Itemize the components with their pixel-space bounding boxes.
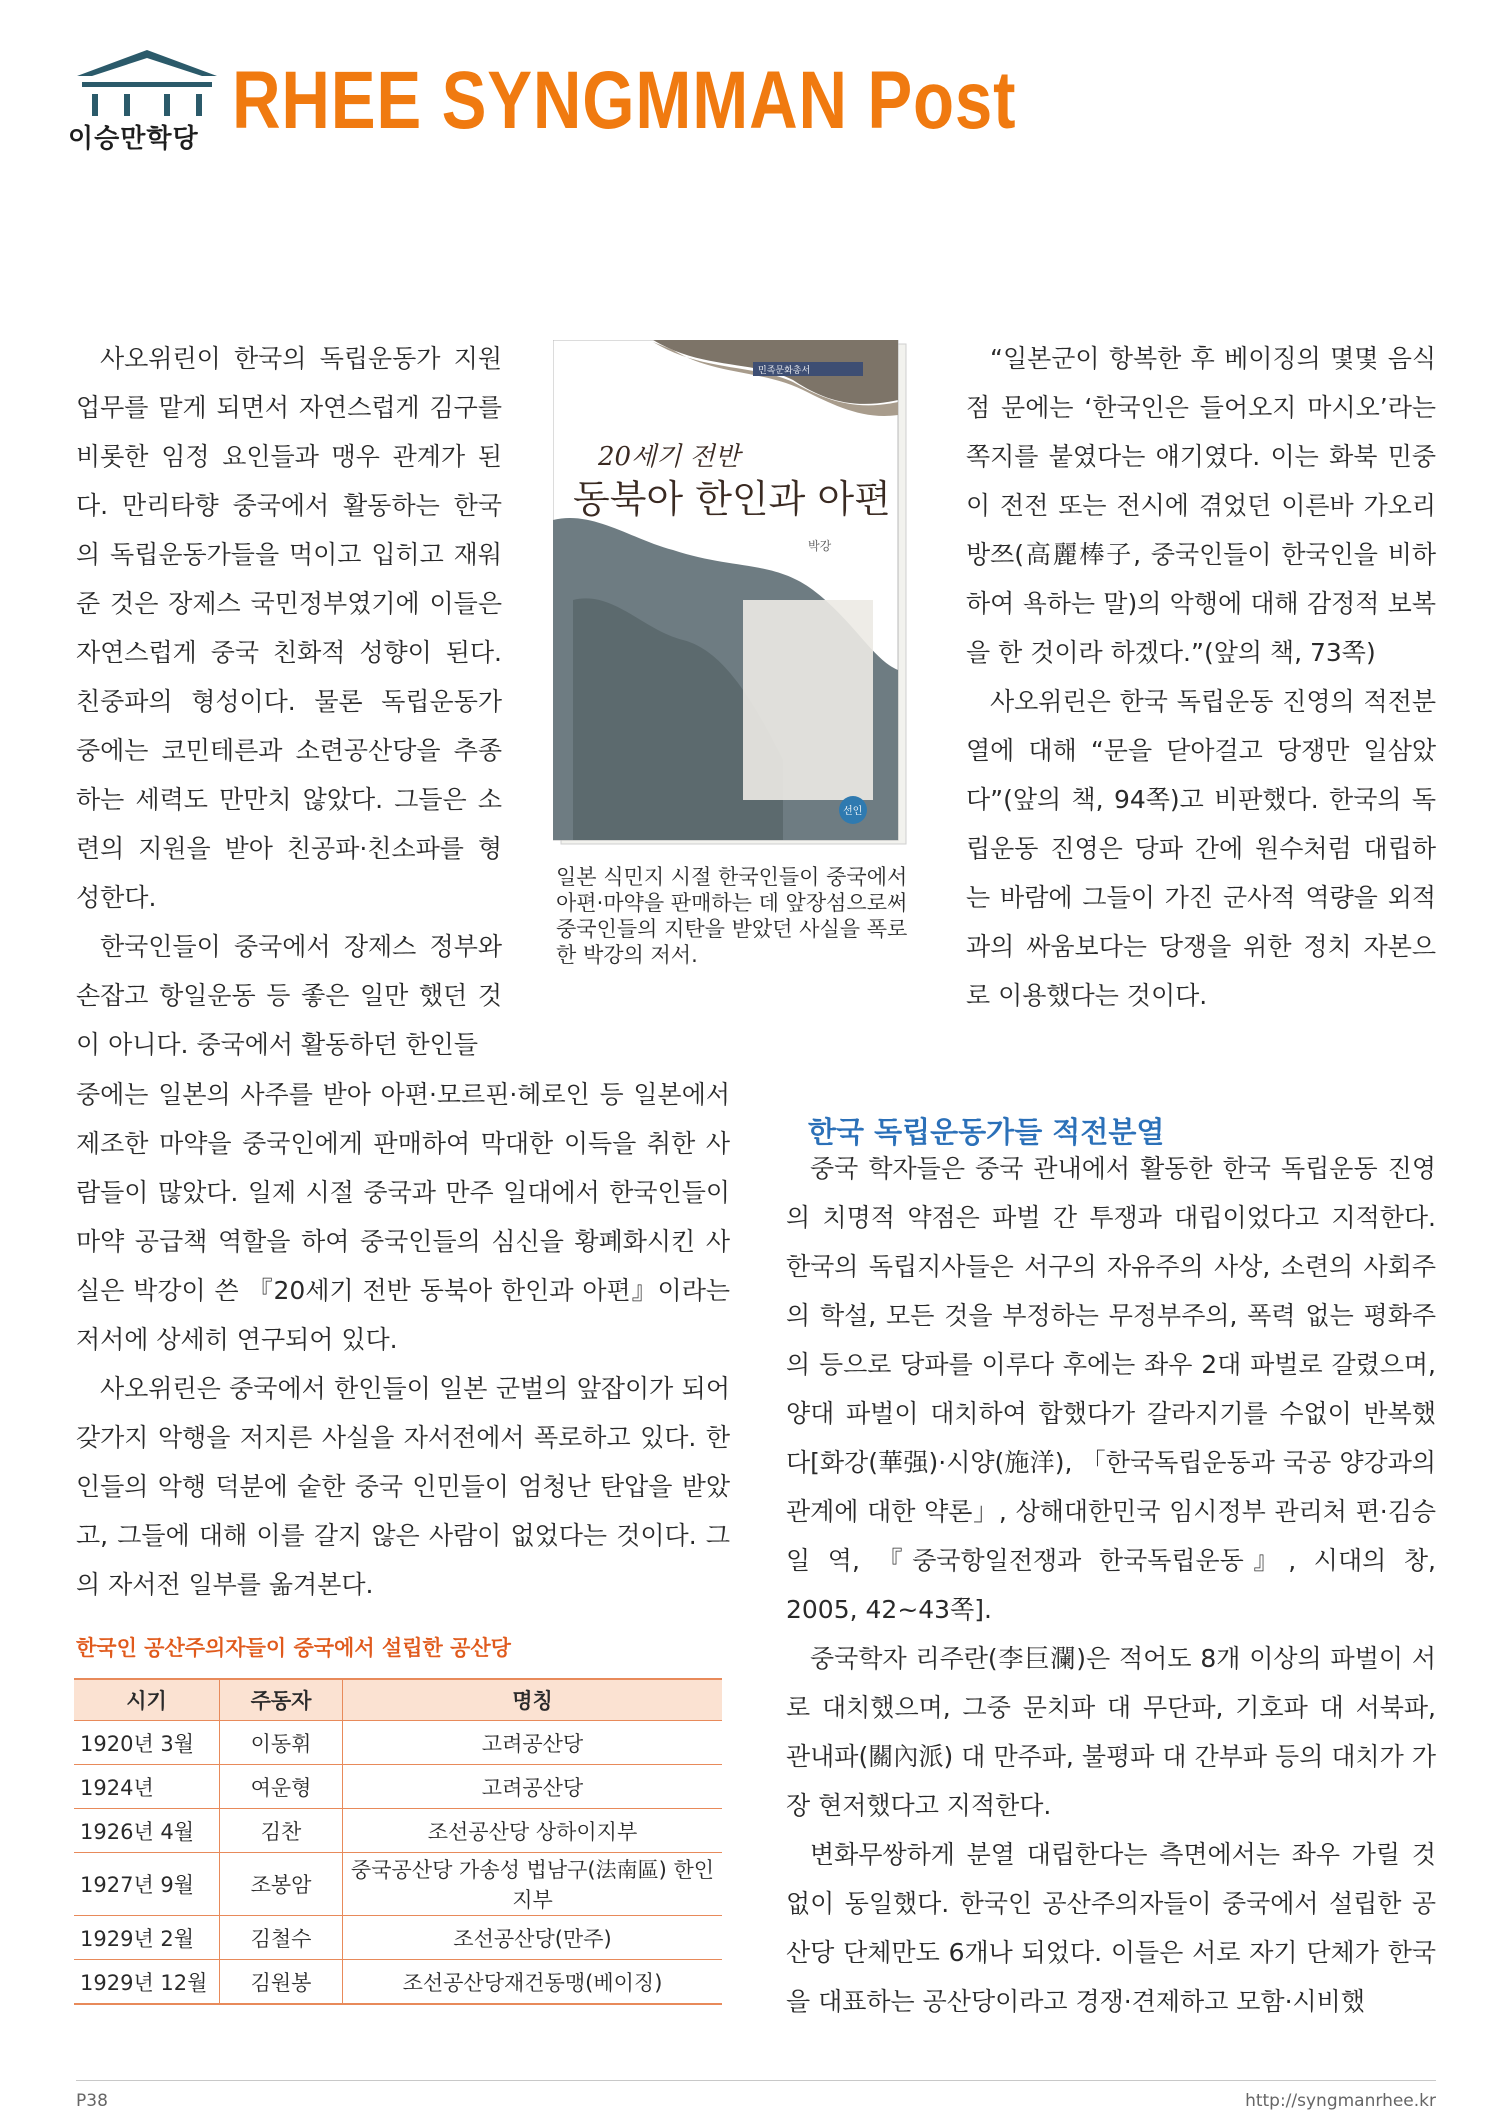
table-cell: 여운형 [220,1765,343,1809]
paragraph: 사오위린은 한국 독립운동 진영의 적전분열에 대해 “문을 닫아걸고 당쟁만 일삼았다”(앞의 책, 94쪽)고 비판했다. 한국의 독립운동 진영은 당파 간에 원수처럼 대립하는 바람에 그들이 가진 군사적 역량을 외적과의 싸움보다는 당쟁을 위한 정치 자본으로 이용했다는 것이다. [966,687,1436,1010]
footer-divider [76,2080,1436,2081]
paragraph: 사오위린이 한국의 독립운동가 지원 업무를 맡게 되면서 자연스럽게 김구를 비롯한 임정 요인들과 맹우 관계가 된다. 만리타향 중국에서 활동하는 한국의 독립운동가들을 먹이고 입히고 재워준 것은 장제스 국민정부였기에 이들은 자연스럽게 중국 친화적 성향이 된다. 친중파의 형성이다. 물론 독립운동가 중에는 코민테른과 소련공산당을 추종하는 세력도 만만치 않았다. 그들은 소련의 지원을 받아 친공파·친소파를 형성한다. [76,344,502,912]
book-title-line1: 20세기 전반 [598,442,740,472]
table-cell: 중국공산당 가송성 법남구(法南區) 한인지부 [343,1853,723,1916]
table-header: 시기 [74,1679,220,1721]
table-cell: 1920년 3월 [74,1721,220,1765]
paragraph: 한국인들이 중국에서 장제스 정부와 손잡고 항일운동 등 좋은 일만 했던 것이 아니다. 중국에서 활동하던 한인들 [76,932,502,1059]
table-cell: 1929년 2월 [74,1916,220,1960]
book-title-line2: 동북아 한인과 아편 [573,477,891,521]
table-cell: 김찬 [220,1809,343,1853]
table-cell: 1929년 12월 [74,1960,220,2005]
book-publisher: 선인 [843,806,863,817]
table-cell: 김원봉 [220,1960,343,2005]
book-series: 민족문화총서 [758,366,811,376]
table-row [74,1916,722,1960]
table-title: 한국인 공산주의자들이 중국에서 설립한 공산당 [76,1636,511,1660]
table-header-row [74,1679,722,1721]
paragraph: “일본군이 항복한 후 베이징의 몇몇 음식점 문에는 ‘한국인은 들어오지 마시오’라는 쪽지를 붙였다는 얘기였다. 이는 화북 민중이 전전 또는 전시에 겪었던 이른바 가오리방쯔(高麗棒子, 중국인들이 한국인을 비하하여 욕하는 말)의 악행에 대해 감정적 보복을 한 것이라 하겠다.”(앞의 책, 73쪽) [966,344,1436,667]
table-cell: 조선공산당(만주) [343,1916,723,1960]
paragraph: 중에는 일본의 사주를 받아 아편·모르핀·헤로인 등 일본에서 제조한 마약을 중국인에게 판매하여 막대한 이득을 취한 사람들이 많았다. 일제 시절 중국과 만주 일대에서 한국인들이 마약 공급책 역할을 하여 중국인들의 심신을 황폐화시킨 사실은 박강이 쓴 『20세기 전반 동북아 한인과 아편』이라는 저서에 상세히 연구되어 있다. [76,1080,730,1354]
table-cell: 고려공산당 [343,1765,723,1809]
paragraph: 사오위린은 중국에서 한인들이 일본 군벌의 앞잡이가 되어 갖가지 악행을 저지른 사실을 자서전에서 폭로하고 있다. 한인들의 악행 덕분에 숱한 중국 인민들이 엄청난 탄압을 받았고, 그들에 대해 이를 갈지 않은 사람이 없었다는 것이다. 그의 자서전 일부를 옮겨본다. [76,1374,730,1599]
table-cell: 고려공산당 [343,1721,723,1765]
book-author: 박강 [808,539,832,553]
table-row [74,1960,722,2005]
figure-caption: 일본 식민지 시절 한국인들이 중국에서 아편·마약을 판매하는 데 앞장섬으로써 중국인들의 지탄을 받았던 사실을 폭로한 박강의 저서. [556,865,908,967]
logo-text: 이승만학당 [68,124,199,154]
table-cell: 조봉암 [220,1853,343,1916]
right-column-bottom [786,1144,1436,2026]
table-cell: 조선공산당재건동맹(베이징) [343,1960,723,2005]
page-number: P38 [76,2091,108,2111]
table-cell: 김철수 [220,1916,343,1960]
book-cover-image [553,340,908,850]
website-url[interactable]: http://syngmanrhee.kr [1245,2091,1436,2111]
right-column-top [966,334,1436,1020]
masthead-title: RHEE SYNGMMAN Post [232,55,1017,146]
paragraph: 중국 학자들은 중국 관내에서 활동한 한국 독립운동 진영의 치명적 약점은 파벌 간 투쟁과 대립이었다고 지적한다. 한국의 독립지사들은 서구의 자유주의 사상, 소련의 사회주의 학설, 모든 것을 부정하는 무정부주의, 폭력 없는 평화주의 등으로 당파를 이루다 후에는 좌우 2대 파벌로 갈렸으며, 양대 파벌이 대치하여 합했다가 갈라지기를 수없이 반복했다[화강(華强)·시양(施洋), 「한국독립운동과 국공 양강과의 관계에 대한 약론」, 상해대한민국 임시정부 관리처 편·김승일 역, 『중국항일전쟁과 한국독립운동』, 시대의 창, 2005, 42~43쪽]. [786,1154,1436,1624]
table-header: 명칭 [343,1679,723,1721]
table-cell: 1926년 4월 [74,1809,220,1853]
table-cell: 1927년 9월 [74,1853,220,1916]
paragraph: 중국학자 리주란(李巨瀾)은 적어도 8개 이상의 파벌이 서로 대치했으며, 그중 문치파 대 무단파, 기호파 대 서북파, 관내파(關內派) 대 만주파, 불평파 대 간부파 등의 대치가 가장 현저했다고 지적한다. [786,1644,1436,1820]
left-column-top [76,334,502,1069]
table-row [74,1721,722,1765]
section-heading: 한국 독립운동가들 적전분열 [808,1115,1165,1149]
table-row [74,1809,722,1853]
table-cell: 조선공산당 상하이지부 [343,1809,723,1853]
paragraph: 변화무쌍하게 분열 대립한다는 측면에서는 좌우 가릴 것 없이 동일했다. 한국인 공산주의자들이 중국에서 설립한 공산당 단체만도 6개나 되었다. 이들은 서로 자기 단체가 한국을 대표하는 공산당이라고 경쟁·견제하고 모함·시비했 [786,1840,1436,2016]
left-column-bottom [76,1070,730,1609]
party-table [74,1678,722,2005]
table-cell: 이동휘 [220,1721,343,1765]
table-row [74,1765,722,1809]
table-cell: 1924년 [74,1765,220,1809]
table-row [74,1853,722,1916]
table-header: 주동자 [220,1679,343,1721]
